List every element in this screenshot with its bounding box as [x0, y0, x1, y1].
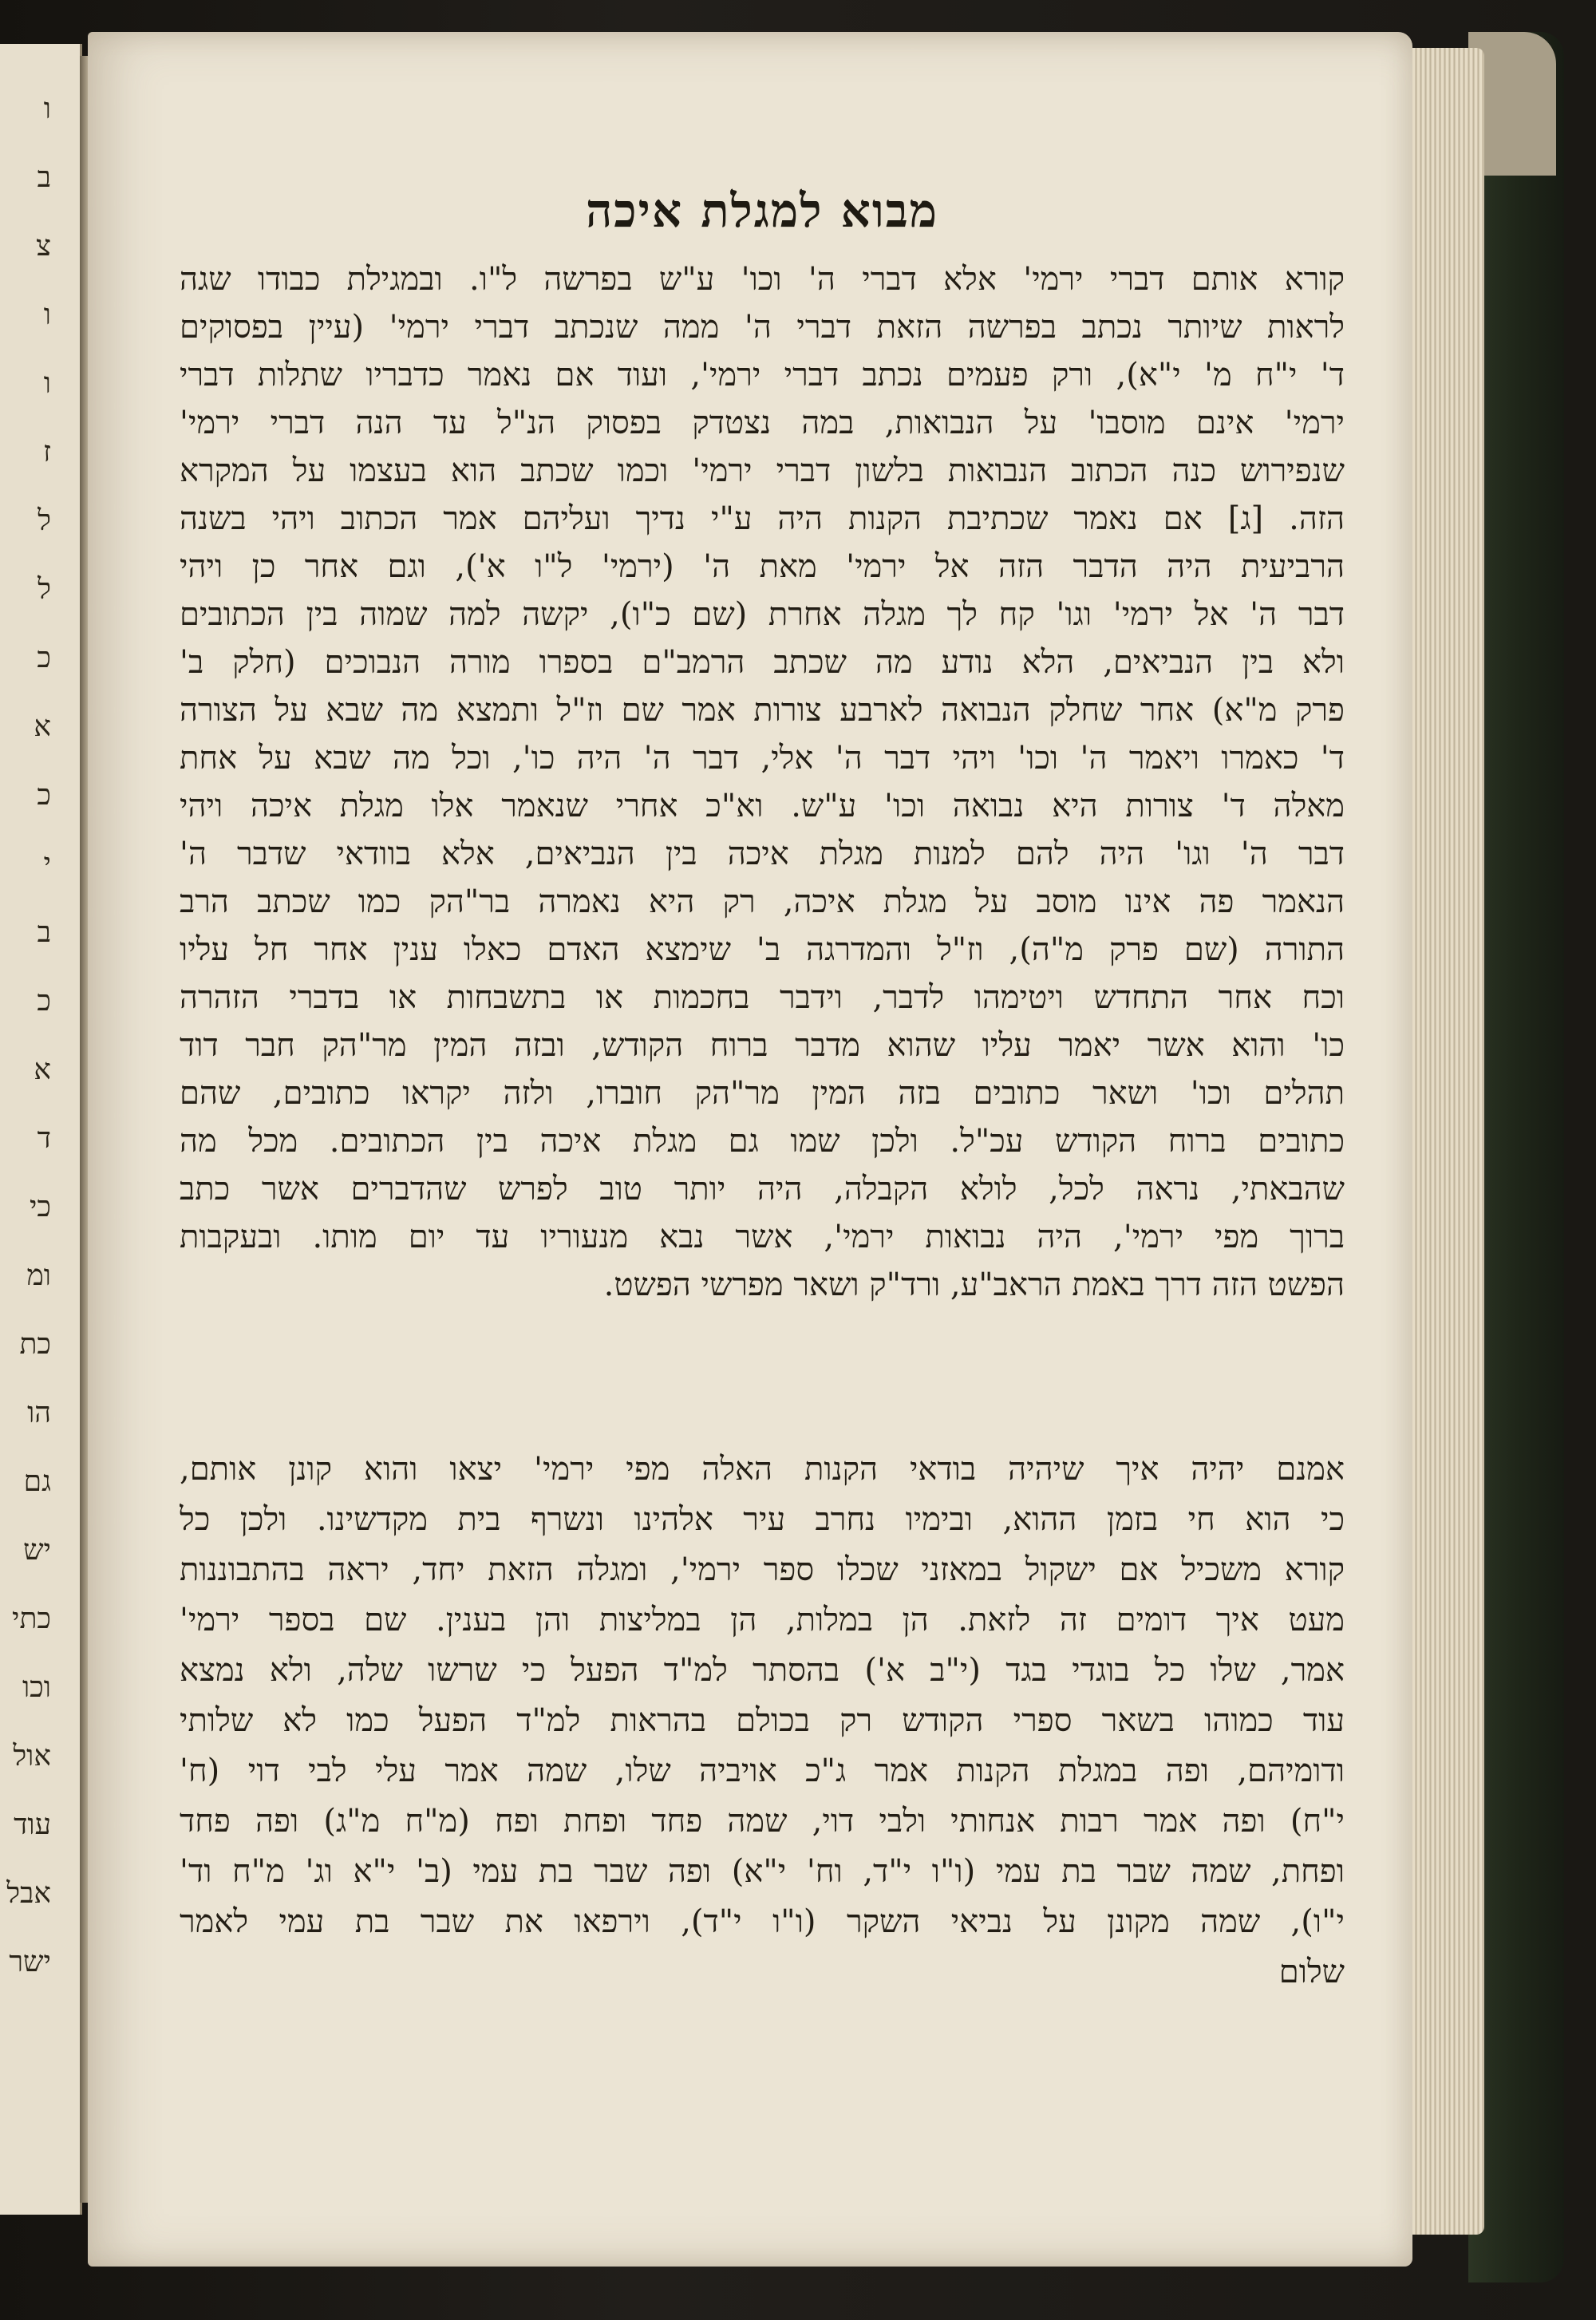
text-line: התורה (שם פרק מ"ה), וז"ל והמדרגה ב' שימצא האדם כאלו ענין אחר חל עליו	[180, 931, 1345, 968]
text-line: שהבאתי, נראה לכל, לולא הקבלה, היה יותר טוב לפרש שהדברים אשר כתב	[180, 1171, 1345, 1207]
previous-page-fragment: כ	[37, 985, 51, 1018]
previous-page-fragment: עוד	[14, 1808, 51, 1841]
text-line: הרביעית היה הדבר הזה אל ירמי' מאת ה' (ירמי' ל"ו א'), וגם אחר כן ויהי	[180, 548, 1345, 585]
previous-page-fragment: ו	[43, 298, 51, 331]
previous-page-fragment: ז	[42, 436, 51, 468]
previous-page-fragment: ישר	[9, 1946, 51, 1978]
text-line: הפשט הזה דרך באמת הראב"ע, ורד"ק ושאר מפרשי הפשט.	[603, 1267, 1345, 1303]
previous-page-fragment: כ	[37, 642, 51, 674]
previous-page-fragment: ל	[38, 504, 51, 537]
text-line: לראות שיותר נכתב בפרשה הזאת דברי ה' ממה שנכתב דברי ירמי' (עיין בפסוקים	[180, 309, 1345, 346]
text-line: פרק מ"א) אחר שחלק הנבואה לארבע צורות אמר שם וז"ל ותמצא מה שבא על הצורה	[180, 692, 1345, 729]
paragraph-2	[180, 1445, 1345, 1998]
previous-page-fragment: אבל	[6, 1877, 51, 1910]
previous-page-fragment: א	[34, 710, 51, 743]
previous-page-fragment: י	[43, 848, 51, 880]
text-line: י"ו), שמה מקונן על נביאי השקר (ו"ו י"ד), וירפאו את שבר בת עמי לאמר	[180, 1903, 1345, 1940]
text-line: אמר, שלו כל בוגדי בגד (י"ב א') בהסתר למ"ד הפעל כי שרשו שלה, ולא נמצא	[180, 1652, 1345, 1689]
text-line: ירמי' אינם מוסבו' על הנבואות, במה נצטדק בפסוק הנ"ל עד הנה דברי ירמי'	[180, 405, 1345, 441]
text-line: וכח אחר התחדש ויטימהו לדבר, וידבר בחכמות או בתשבחות או בדברי הזהרה	[180, 979, 1345, 1016]
previous-page-fragment: כת	[19, 1328, 51, 1361]
text-line: הנאמר פה אינו מוסב על מגלת איכה, רק היא נאמרה בר"הק כמו שכתב הרב	[180, 883, 1345, 920]
text-line: מאלה ד' צורות היא נבואה וכו' ע"ש. וא"כ אחרי שנאמר אלו מגלת איכה ויהי	[180, 788, 1345, 824]
text-line: ברוך מפי ירמי', היה נבואות ירמי', אשר נבא מנעוריו עד יום מותו. ובעקבות	[180, 1219, 1345, 1255]
text-line: תהלים וכו' ושאר כתובים בזה המין מר"הק חוברו, ולזה יקראו כתובים, שהם	[180, 1075, 1345, 1112]
page-title: מבוא למגלת איכה	[585, 184, 939, 238]
text-line: ופחת, שמה שבר בת עמי (ו"ו י"ד, וח' י"א) ופה שבר בת עמי (ב' י"א וג' מ"ח וד'	[180, 1853, 1345, 1890]
text-line: אמנם יהיה איך שיהיה בודאי הקנות האלה מפי ירמי' יצאו והוא קונן אותם,	[180, 1451, 1345, 1488]
previous-page-fragment: ו	[43, 93, 51, 125]
text-line: שנפירוש כנה הכתוב הנבואות בלשון דברי ירמי' וכמו שכתב הוא בעצמו על המקרא	[180, 453, 1345, 489]
previous-page-fragment: א	[34, 1053, 51, 1086]
text-line: כתובים ברוח הקודש עכ"ל. ולכן שמו גם מגלת איכה בין הכתובים. מכל מה	[180, 1123, 1345, 1160]
previous-page-fragment: ומ	[26, 1259, 51, 1292]
previous-page-edge	[0, 44, 82, 2215]
text-line: הזה. [ג] אם נאמר שכתיבת הקנות היה ע"י נדיך ועליהם אמר הכתוב ויהי בשנה	[180, 500, 1345, 537]
previous-page-fragment: צ	[36, 230, 51, 263]
text-line: מעט איך דומים זה לזאת. הן במלות, הן במליצות והן בענין. שם בספר ירמי'	[180, 1602, 1345, 1638]
previous-page-fragment: כ	[37, 779, 51, 812]
text-line: שלום	[1278, 1954, 1345, 1990]
previous-page-fragment: יש	[23, 1534, 51, 1567]
text-line: כו' והוא אשר יאמר עליו שהוא מדבר ברוח הקודש, ובזה המין מר"הק חבר דוד	[180, 1027, 1345, 1064]
text-line: קורא אותם דברי ירמי' אלא דברי ה' וכו' ע"ש בפרשה ל"ו. ובמגילת כבודו שגה	[180, 261, 1345, 298]
previous-page-fragment: הו	[27, 1397, 51, 1429]
text-line: דבר ה' אל ירמי' וגו' קח לך מגלה אחרת (שם כ"ו), יקשה למה שמוה בין הכתובים	[180, 596, 1345, 633]
text-line: י"ח) ופה אמר רבות אנחותי ולבי דוי, שמה פחד ופחת ופח (מ"ח מ"ג) ופה פחד	[180, 1803, 1345, 1840]
previous-page-fragment: ד	[37, 1122, 51, 1155]
text-line: קורא משכיל אם ישקול במאזני שכלו ספר ירמי', ומגלה הזאת יחד, יראה בהתבוננות	[180, 1551, 1345, 1588]
text-line: ד' כאמרו ויאמר ה' וכו' ויהי דבר ה' אלי, דבר ה' היה כו', וכל מה שבא על אחת	[180, 740, 1345, 777]
previous-page-fragment: ו	[43, 367, 51, 400]
previous-page-fragment: אול	[13, 1740, 51, 1773]
previous-page-fragment: כתי	[12, 1603, 51, 1635]
text-line: ד' י"ח מ' י"א), ורק פעמים נכתב דברי ירמי', ועוד אם נאמר כדבריו שתלות דברי	[180, 357, 1345, 393]
text-line: דבר ה' וגו' היה להם למנות מגלת איכה בין הנביאים, אלא בוודאי שדבר ה'	[180, 836, 1345, 872]
previous-page-fragment: ל	[38, 573, 51, 606]
text-line: ולא בין הנביאים, הלא נודע מה שכתב הרמב"ם בספרו מורה הנבוכים (חלק ב'	[180, 644, 1345, 681]
previous-page-fragment: ב	[37, 916, 51, 949]
text-line: כי הוא חי בזמן ההוא, ובימיו נחרב עיר אלהינו ונשרף בית מקדשינו. ולכן כל	[180, 1501, 1345, 1538]
paragraph-1	[180, 255, 1345, 1309]
text-line: עוד כמוהו בשאר ספרי הקודש רק בכולם בהראות למ"ד הפעל כמו לא שלותי	[180, 1702, 1345, 1739]
previous-page-fragment: גם	[23, 1465, 51, 1498]
text-line: ודומיהם, ופה במגלת הקנות אמר ג"כ אויביה שלו, שמה אמר עלי לבי דוי (ח'	[180, 1753, 1345, 1789]
previous-page-fragment: וכו	[22, 1671, 51, 1704]
previous-page-fragment: ב	[37, 161, 51, 194]
previous-page-fragment: כי	[29, 1191, 51, 1223]
